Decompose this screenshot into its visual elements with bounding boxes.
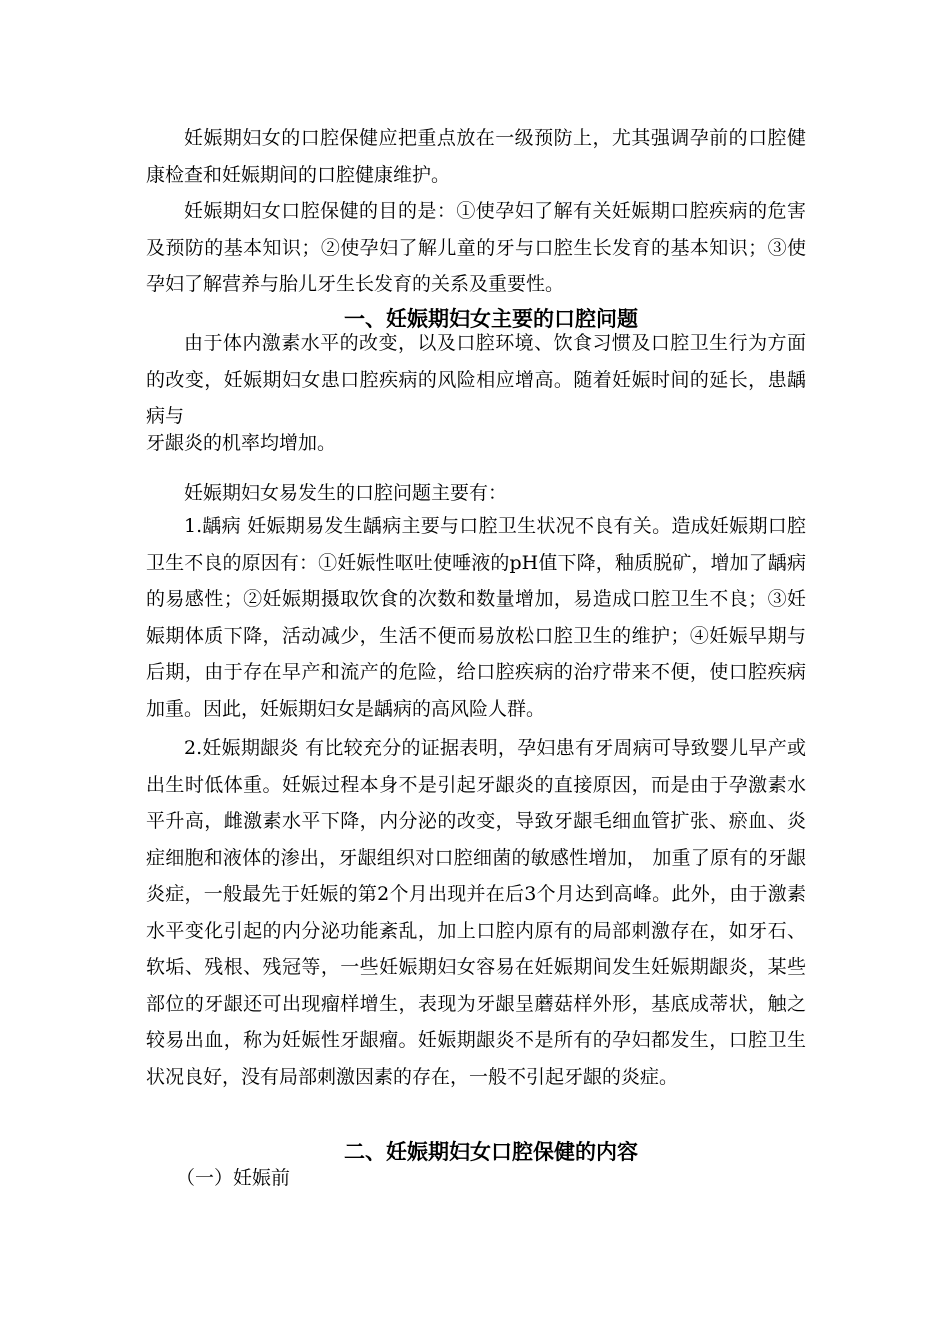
subsection-pre-pregnancy: （一）妊娠前 xyxy=(176,1167,291,1189)
caries-paragraph: 1.龋病 妊娠期易发生龋病主要与口腔卫生状况不良有关。造成妊娠期口腔卫生不良的原因有：①妊娠性呕吐使唾液的pH值下降，釉质脱矿，增加了龋病的易感性；②妊娠期摄取饮食的次数和数量增加，易造成口腔卫生不良；③妊娠期体质下降，活动减少，生活不便而易放松口腔卫生的维护；④妊娠早期与后期，由于存在早产和流产的危险，给口腔疾病的治疗带来不便，使口腔疾病加重。因此，妊娠期妇女是龋病的高风险人群。 xyxy=(146,515,806,720)
gingivitis-paragraph: 2.妊娠期龈炎 有比较充分的证据表明，孕妇患有牙周病可导致婴儿早产或出生时低体重。妊娠过程本身不是引起牙龈炎的直接原因，而是由于孕激素水平升高，雌激素水平下降，内分泌的改变，导致牙龈毛细血管扩张、瘀血、炎症细胞和液体的渗出，牙龈组织对口腔细菌的敏感性增加， 加重了原有的牙龈炎症，一般最先于妊娠的第2个月出现并在后3个月达到高峰。此外，由于激素水平变化引起的内分泌功能紊乱，加上口腔内原有的局部刺激存在，如牙石、软垢、残根、残冠等，一些妊娠期妇女容易在妊娠期间发生妊娠期龈炎，某些部位的牙龈还可出现瘤样增生，表现为牙龈呈蘑菇样外形，基底成蒂状，触之较易出血，称为妊娠性牙龈瘤。妊娠期龈炎不是所有的孕妇都发生，口腔卫生状况良好，没有局部刺激因素的存在，一般不引起牙龈的炎症。 xyxy=(146,737,806,1088)
section-2-heading: 二、妊娠期妇女口腔保健的内容 xyxy=(344,1139,638,1164)
section-1-paragraph-1-continuation: 牙龈炎的机率均增加。 xyxy=(146,432,337,454)
intro-paragraph-1: 妊娠期妇女的口腔保健应把重点放在一级预防上，尤其强调孕前的口腔健康检查和妊娠期间的口腔健康维护。 xyxy=(146,127,806,186)
section-1-paragraph-1: 由于体内激素水平的改变，以及口腔环境、饮食习惯及口腔卫生行为方面的改变，妊娠期妇女患口腔疾病的风险相应增高。随着妊娠时间的延长，患龋病与 xyxy=(146,332,806,427)
section-1-paragraph-2: 妊娠期妇女易发生的口腔问题主要有： xyxy=(184,482,508,504)
section-1-heading: 一、妊娠期妇女主要的口腔问题 xyxy=(344,306,638,331)
intro-paragraph-2: 妊娠期妇女口腔保健的目的是：①使孕妇了解有关妊娠期口腔疾病的危害及预防的基本知识；②使孕妇了解儿童的牙与口腔生长发育的基本知识；③使孕妇了解营养与胎儿牙生长发育的关系及重要性。 xyxy=(146,200,806,295)
